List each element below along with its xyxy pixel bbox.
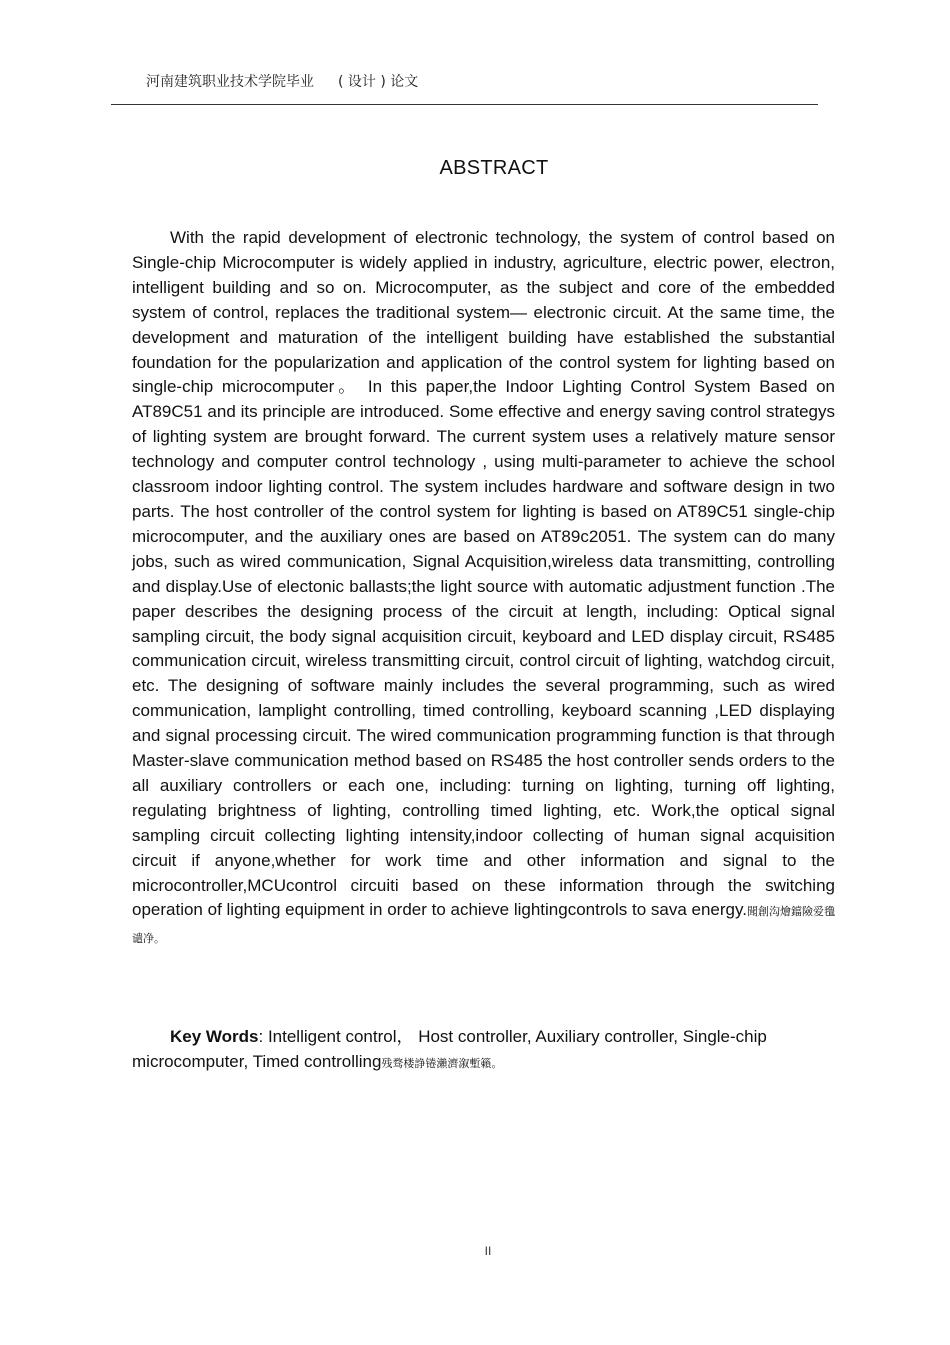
keywords-label: Key Words <box>170 1027 259 1046</box>
header-school: 河南建筑职业技术学院毕业 <box>146 74 314 90</box>
header-doc-type: ( 设计 ) 论文 <box>338 74 419 90</box>
keywords-text: : Intelligent control， Host controller, Auxiliary controller, Single-chip microcomputer, Timed controlling <box>132 1027 767 1071</box>
page-number: II <box>484 1244 492 1258</box>
keywords-paragraph <box>132 1024 812 1076</box>
page-header <box>146 71 418 91</box>
abstract-text: With the rapid development of electronic technology, the system of control based on Single-chip Microcomputer is widely applied in industry, agriculture, electric power, electron, intelligent building and so on. Microcomputer, as the subject and core of the embedded system of control, replaces the traditional system— electronic circuit. At the same time, the development and maturation of the intelligent building have established the substantial foundation for the popularization and application of the control system for lighting based on single-chip microcomputer。 In this paper,the Indoor Lighting Control System Based on AT89C51 and its principle are introduced. Some effective and energy saving control strategys of lighting system are brought forward. The current system uses a relatively mature sensor technology and computer control technology , using multi-parameter to achieve the school classroom indoor lighting control. The system includes hardware and software design in two parts. The host controller of the control system for lighting is based on AT89C51 single-chip microcomputer, and the auxiliary ones are based on AT89c2051. The system can do many jobs, such as wired communication, Signal Acquisition,wireless data transmitting, controlling and display.Use of electonic ballasts;the light source with automatic adjustment function .The paper describes the designing process of the circuit at length, including: Optical signal sampling circuit, the body signal acquisition circuit, keyboard and LED display circuit, RS485 communication circuit, wireless transmitting circuit, control circuit of lighting, watchdog circuit, etc. The designing of software mainly includes the several programming, such as wired communication, lamplight controlling, timed controlling, keyboard scanning ,LED displaying and signal processing circuit. The wired communication programming function is that through Master-slave communication method based on RS485 the host controller sends orders to the all auxiliary controllers or each one, including: turning on lighting, turning off lighting, regulating brightness of lighting, controlling timed lighting, etc. Work,the optical signal sampling circuit collecting lighting intensity,indoor collecting of human signal acquisition circuit if anyone,whether for work time and other information and signal to the microcontroller,MCUcontrol circuiti based on these information through the switching operation of lighting equipment in order to achieve lightingcontrols to sava energy. <box>132 228 835 920</box>
abstract-body <box>132 226 835 952</box>
header-rule <box>111 104 818 105</box>
abstract-title: ABSTRACT <box>439 157 549 179</box>
keywords-garbled-suffix: 残骛楼諍锩瀨濟溆塹籟。 <box>381 1057 503 1070</box>
abstract-garbled-suffix: 聞創沟燴鐺險爱氇谴净。 <box>132 905 835 946</box>
